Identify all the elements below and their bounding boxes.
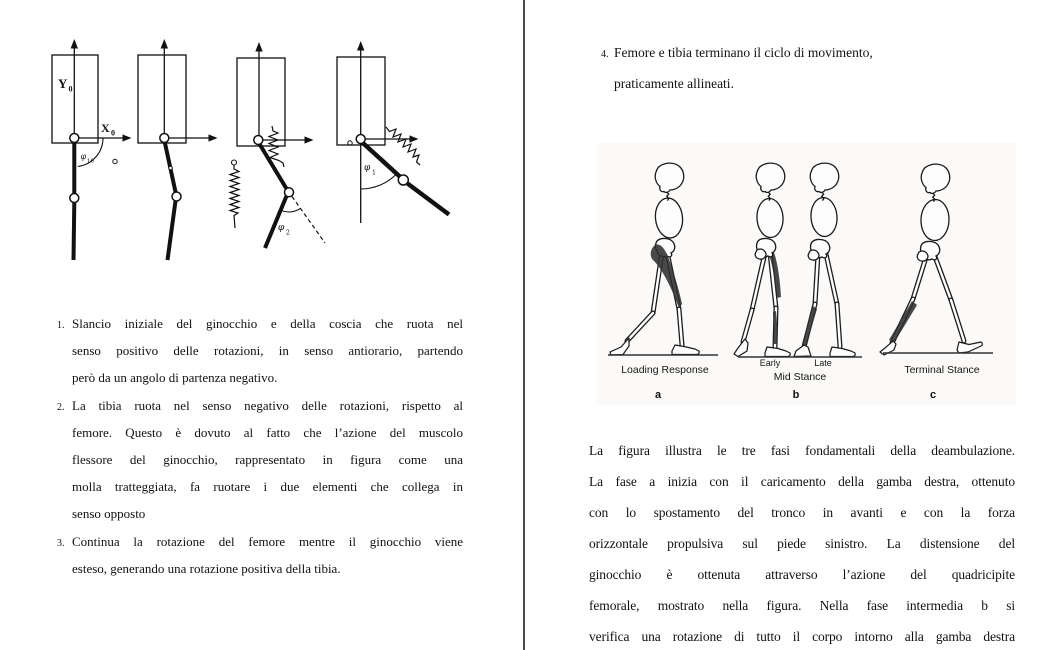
page-divider [523,0,525,650]
body-paragraph [589,435,1015,650]
list-item-text [72,528,463,582]
stretched-spring [386,127,420,165]
muscle-spring [230,165,239,228]
list-number: 4. [601,49,609,60]
thigh-marker [169,166,173,170]
svg-text:0: 0 [111,128,115,138]
text-line: Femore e tibia terminano il ciclo di movimento, [614,45,873,60]
text-line: esteso, generando una rotazione positiva della tibia. [72,560,341,576]
knee-angle-label: φ [278,223,285,233]
list-number: 1. [57,320,65,331]
text-line: verifica una rotazione di tutto il corpo intorno alla gamba destra [589,629,1015,644]
text-line: La fase a inizia con il caricamento della gamba destra, ottenuto [589,474,1015,489]
late-label: Late [814,358,832,368]
list-number: 3. [57,537,65,549]
knee-joint [70,194,79,203]
early-label: Early [759,358,781,368]
panel-letter-c: c [929,389,937,401]
svg-text:0: 0 [68,84,73,94]
knee-joint [285,188,294,197]
text-line: La tibia ruota nel senso negativo delle rotazioni, rispetto al [72,397,463,413]
svg-text:1: 1 [372,169,376,177]
text-line: La figura illustra le tre fasi fondamentali della deambulazione. [589,443,1015,458]
text-line: senso opposto [72,506,146,522]
numbered-list [57,310,463,582]
model-stage-4 [337,41,449,223]
list-item-1 [57,310,463,392]
gait-phases-figure [596,140,1016,408]
text-line: praticamente allineati. [614,76,734,91]
list-item-2 [57,392,463,528]
text-line: femorale, mostrato nella figura. Nella fase intermedia b si [589,598,1015,613]
phase-c-label: Terminal Stance [904,364,980,376]
list-item-text [72,392,463,528]
degree-mark [113,159,117,163]
list-item-text [72,310,463,392]
femur-extension-dashed [292,197,325,244]
text-line: femore. Questo è dovuto al fatto che l’azione del muscolo [72,424,463,440]
list-item-text [614,37,873,99]
panel-letter-a: a [654,389,662,401]
text-line: molla tratteggiata, fa ruotare i due elementi che collega in [72,479,463,495]
model-stage-3 [230,42,325,248]
knee-joint [398,175,408,185]
hip-joint [160,134,169,143]
panel-letter-b: b [792,389,800,401]
text-line: con lo spostamento del tronco in avanti e con la forza [589,505,1015,520]
phase-b-label: Mid Stance [773,371,827,383]
hip-angle-label: φ [80,152,87,161]
knee-angle-arc [281,208,300,212]
knee-model-figure [45,32,465,267]
text-line: Continua la rotazione del femore mentre il ginocchio viene [72,533,463,549]
text-line: flessore del ginocchio, rappresentato in figura come una [72,452,463,468]
hip-joint [356,135,365,144]
text-line: però da un angolo di partenza negativo. [72,370,278,386]
model-stage-2 [138,39,218,260]
text-line: ginocchio è ottenuta attraverso l’azione del quadricipite [589,567,1015,582]
tibia-link [74,203,75,261]
list-item-4 [601,37,1017,99]
hip-joint [70,134,79,143]
spring-end-ring [232,160,237,165]
text-line: Slancio iniziale del ginocchio e della coscia che ruota nel [72,316,463,331]
list-number: 2. [57,401,65,413]
text-line: orizzontale propulsiva sul piede sinistro. La distensione del [589,536,1015,551]
knee-joint [172,192,181,201]
phase-a-label: Loading Response [621,364,709,376]
thigh-angle-label: φ [364,163,371,173]
svg-text:2: 2 [286,229,290,237]
y-axis-label: Y [58,76,68,91]
svg-text:10: 10 [87,158,94,165]
x-axis-label: X [101,121,110,135]
hip-joint [254,136,263,145]
thigh-angle-arc [361,174,397,189]
model-stage-1 [52,39,132,260]
list-item-3 [57,528,463,582]
text-line: senso positivo delle rotazioni, in senso antiorario, partendo [72,343,463,359]
